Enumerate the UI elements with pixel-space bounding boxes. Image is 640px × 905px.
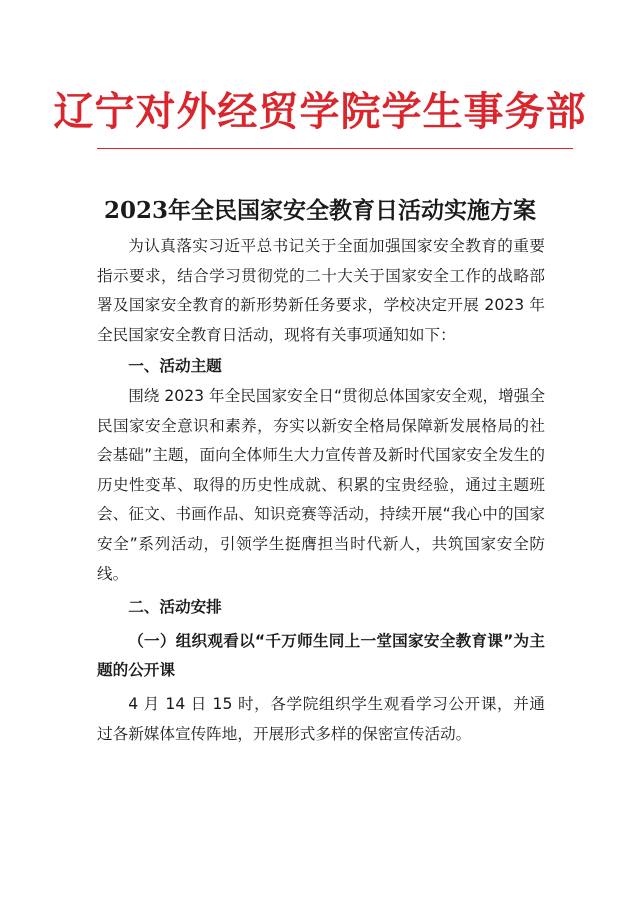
header-divider (97, 148, 573, 149)
document-body (97, 232, 545, 749)
subsection-heading-open-class: （一）组织观看以“千万师生同上一堂国家安全教育课”为主题的公开课 (97, 631, 545, 680)
intro-paragraph: 为认真落实习近平总书记关于全面加强国家安全教育的重要指示要求，结合学习贯彻党的二十大关于国家安全工作的战略部署及国家安全教育的新形势新任务要求，学校决定开展 2023 年全民国家安全教育日活动，现将有关事项通知如下： (97, 237, 545, 344)
document-title: 2023年全民国家安全教育日活动实施方案 (103, 197, 536, 224)
subsection-paragraph-open-class: 4 月 14 日 15 时，各学院组织学生观看学习公开课，并通过各新媒体宣传阵地，开展形式多样的保密宣传活动。 (97, 694, 545, 743)
section-heading-arrangement: 二、活动安排 (128, 598, 222, 617)
organization-header: 辽宁对外经贸学院学生事务部 (53, 88, 587, 135)
section-heading-theme: 一、活动主题 (128, 357, 222, 376)
section-paragraph-theme: 围绕 2023 年全民国家安全日“贯彻总体国家安全观，增强全民国家安全意识和素养，夯实以新安全格局保障新发展格局的社会基础”主题，面向全体师生大力宣传普及新时代国家安全发生的历史性变革、取得的历史性成就、积累的宝贵经验，通过主题班会、征文、书画作品、知识竞赛等活动，持续开展“我心中的国家安全”系列活动，引领学生挺膺担当时代新人，共筑国家安全防线。 (97, 386, 545, 583)
